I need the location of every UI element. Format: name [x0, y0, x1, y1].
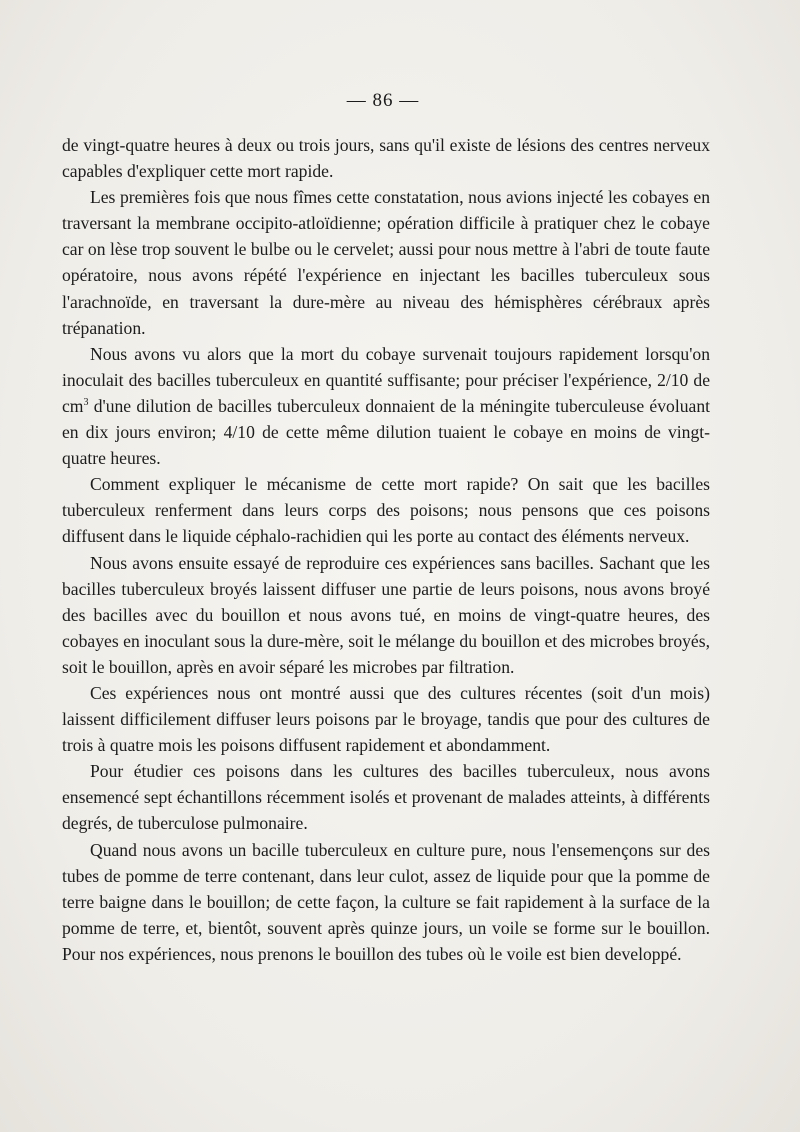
paragraph-4: Comment expliquer le mécanisme de cette mort rapide? On sait que les bacilles tuberculeux renferment dans leurs corps des poisons; nous pensons que ces poisons diffusent dans le liquide céphalo-rachidien qui les porte au contact des éléments nerveux.	[62, 474, 710, 547]
paragraph-1: de vingt-quatre heures à deux ou trois jours, sans qu'il existe de lésions des centres nerveux capables d'expliquer cette mort rapide.	[62, 135, 710, 182]
paragraph-3	[62, 341, 710, 471]
superscript-3: 3	[83, 397, 89, 409]
paragraph-3-text-b: d'une dilution de bacilles tuberculeux donnaient de la méningite tuberculeuse évoluant en dix jours environ; 4/10 de cette même dilution tuaient le cobaye en moins de vingt-quatre heures.	[62, 395, 710, 469]
paragraph-6: Ces expériences nous ont montré aussi que des cultures récentes (soit d'un mois) laissent difficilement diffuser leurs poisons par le broyage, tandis que pour des cultures de trois à quatre mois les poisons diffusent rapidement et abondamment.	[62, 682, 710, 756]
paragraph-7: Pour étudier ces poisons dans les cultures des bacilles tuberculeux, nous avons ensemencé sept échantillons récemment isolés et provenant de malades atteints, à différents degrés, de tuberculose pulmonaire.	[62, 761, 710, 834]
paragraph-5: Nous avons ensuite essayé de reproduire ces expériences sans bacilles. Sachant que les bacilles tuberculeux broyés laissent diffuser une partie de leurs poisons, nous avons broyé des bacilles avec du bouillon et nous avons tué, en moins de vingt-quatre heures, des cobayes en inoculant sous la dure-mère, soit le mélange du bouillon et des microbes broyés, soit le bouillon, après en avoir séparé les microbes par filtration.	[62, 552, 710, 677]
paragraph-8: Quand nous avons un bacille tuberculeux en culture pure, nous l'ensemençons sur des tubes de pomme de terre contenant, dans leur culot, assez de liquide pour que la pomme de terre baigne dans le bouillon; de cette façon, la culture se fait rapidement à la surface de la pomme de terre, et, bientôt, souvent après quinze jours, un voile se forme sur le bouillon. Pour nos expériences, nous prenons le bouillon des tubes où le voile est bien developpé.	[62, 839, 710, 964]
page-number: — 86 —	[346, 90, 420, 111]
paragraph-2: Les premières fois que nous fîmes cette constatation, nous avions injecté les cobayes en traversant la membrane occipito-atloïdienne; opération difficile à pratiquer chez le cobaye car on lèse trop souvent le bulbe ou le cervelet; aussi pour nous mettre à l'abri de toute faute opératoire, nous avons répété l'expérience en injectant les bacilles tuberculeux sous l'arachnoïde, en traversant la dure-mère au niveau des hémisphères cérébraux après trépanation.	[62, 187, 710, 338]
paragraph-3-text-a: Nous avons vu alors que la mort du cobaye survenait toujours rapidement lorsqu'on inoculait des bacilles tuberculeux en quantité suffisante; pour préciser l'expérience, 2/10 de cm	[62, 343, 710, 416]
body-text	[62, 132, 710, 967]
